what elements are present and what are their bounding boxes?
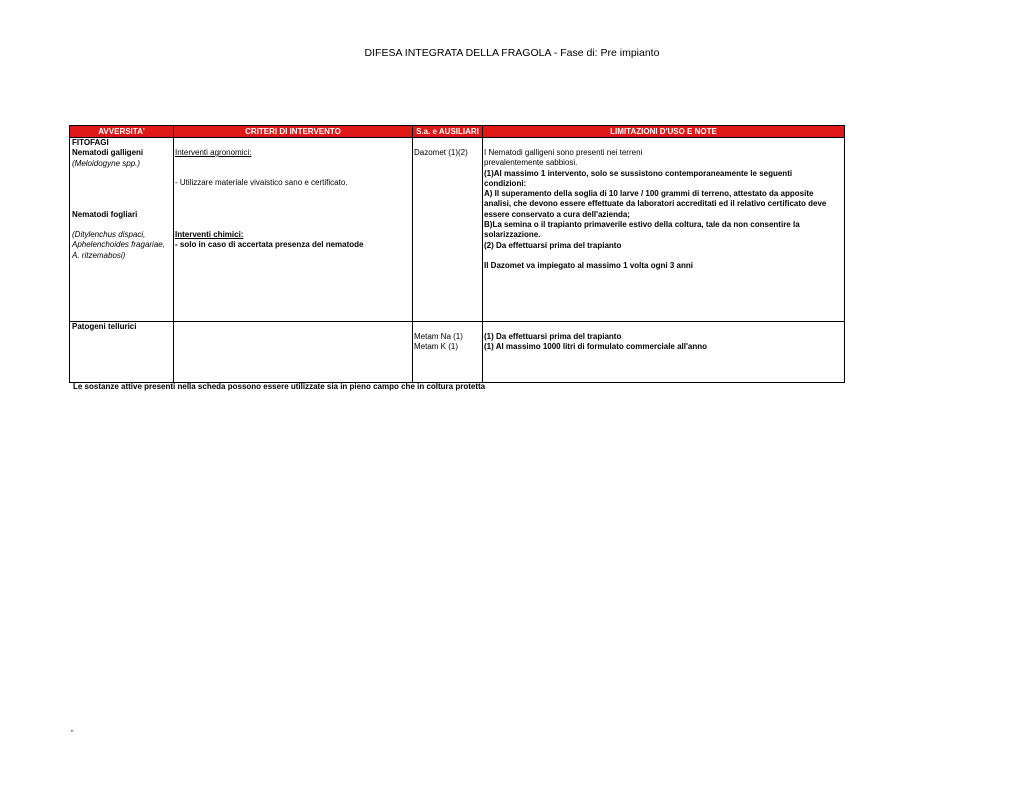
sostanze-cell-metam: [414, 332, 481, 353]
column-divider: [412, 126, 413, 382]
note-line: (1)Al massimo 1 intervento, solo se sussistono contemporaneamente le seguenti: [484, 168, 793, 178]
column-divider: [173, 126, 174, 382]
note-line: (1) Da effettuarsi prima del trapianto: [484, 332, 622, 341]
note-line: A) Il superamento della soglia di 10 larve / 100 grammi di terreno, attestato da apposite: [484, 189, 814, 199]
note-line: prevalentemente sabbiosi.: [484, 158, 578, 168]
note-line: (1) Al massimo 1000 litri di formulato commerciale all'anno: [484, 342, 708, 352]
criteri-cell-chimici: [175, 230, 411, 251]
pest-species: (Ditylenchus dispaci,: [72, 230, 146, 239]
criteria-item: - solo in caso di accertata presenza del nematode: [175, 240, 364, 250]
note-line: Il Dazomet va impiegato al massimo 1 volta ogni 3 anni: [484, 261, 693, 271]
pest-defense-table: [69, 125, 845, 383]
row-divider: [70, 321, 844, 322]
pest-name: Nematodi fogliari: [72, 210, 138, 219]
page-title: DIFESA INTEGRATA DELLA FRAGOLA - Fase di: Pre impianto: [364, 47, 660, 59]
pest-name: Patogeni tellurici: [72, 322, 137, 331]
avversita-cell-nematodi-fogliari-species: [72, 230, 172, 261]
criteria-heading: Interventi agronomici:: [175, 148, 252, 157]
footnote: Le sostanze attive presenti nella scheda possono essere utilizzate sia in pieno campo che in coltura protetta: [73, 382, 486, 391]
note-spacer: [484, 251, 844, 261]
pest-name: Nematodi galligeni: [72, 148, 144, 158]
avversita-cell-fitofagi: [72, 138, 172, 169]
note-cell-fitofagi: [484, 148, 844, 272]
note-line: analisi, che devono essere effettuate da laboratori accreditati ed il relativo certificato deve: [484, 199, 827, 209]
header-limitazioni: LIMITAZIONI D'USO E NOTE: [483, 126, 844, 137]
note-line: essere conservato a cura dell'azienda;: [484, 209, 630, 219]
sostanze-cell-dazomet: [414, 148, 481, 158]
header-underline: [70, 137, 844, 138]
note-line: condizioni:: [484, 178, 527, 188]
column-divider: [482, 126, 483, 382]
category-label: FITOFAGI: [72, 138, 109, 147]
note-line: B)La semina o il trapianto primaverile estivo della coltura, tale da non consentire la: [484, 220, 800, 230]
substance-name: Dazomet (1)(2): [414, 148, 468, 157]
header-avversita: AVVERSITA': [70, 126, 173, 137]
substance-name: Metam K (1): [414, 342, 459, 352]
pest-species: (Meloidogyne spp.): [72, 158, 141, 168]
criteri-cell-agronomici-item: [175, 178, 411, 188]
criteria-heading: Interventi chimici:: [175, 230, 244, 239]
note-line: (2) Da effettuarsi prima del trapianto: [484, 240, 622, 250]
header-sostanze: S.a. e AUSILIARI: [413, 126, 482, 137]
criteri-cell-agronomici: [175, 148, 411, 158]
criteria-item: - Utilizzare materiale vivaistico sano e certificato.: [175, 178, 348, 187]
pest-species: A. ritzemabosi): [72, 250, 126, 260]
substance-name: Metam Na (1): [414, 332, 463, 341]
header-criteri: CRITERI DI INTERVENTO: [174, 126, 412, 137]
avversita-cell-nematodi-fogliari: [72, 210, 172, 220]
avversita-cell-patogeni: [72, 322, 172, 332]
pest-species: Aphelenchoides fragariae,: [72, 240, 165, 250]
note-cell-patogeni: [484, 332, 844, 353]
page-mark: ": [71, 730, 74, 737]
note-line: I Nematodi galligeni sono presenti nei terreni: [484, 148, 643, 157]
note-line: solarizzazione.: [484, 230, 541, 240]
